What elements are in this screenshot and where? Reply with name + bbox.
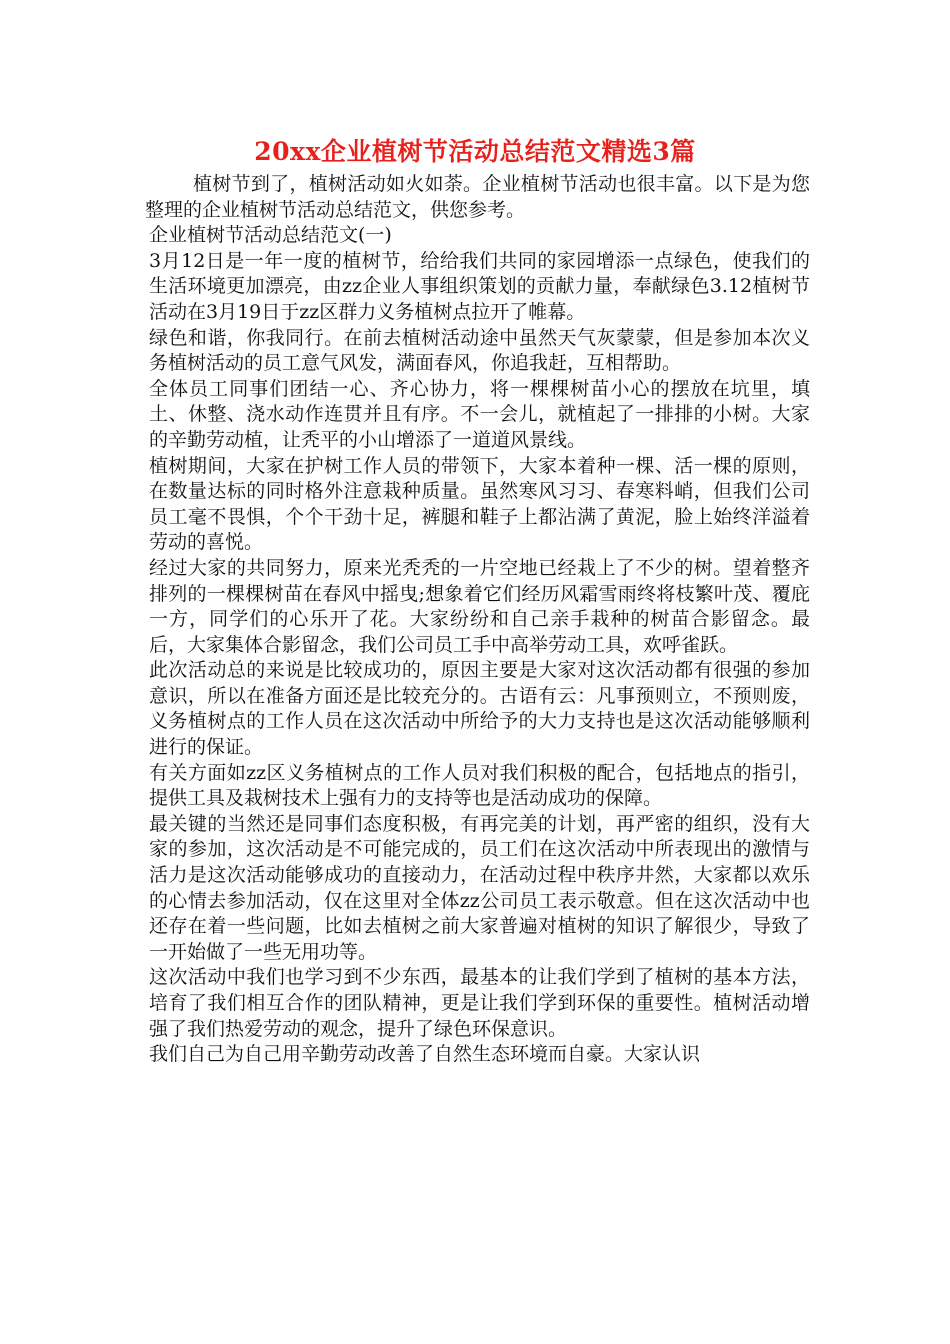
body-paragraph: 有关方面如zz区义务植树点的工作人员对我们积极的配合，包括地点的指引，提供工具及栽树技术上强有力的支持等也是活动成功的保障。 (149, 761, 810, 810)
body-paragraph: 最关键的当然还是同事们态度积极，有再完美的计划，再严密的组织，没有大家的参加，这次活动是不可能完成的，员工们在这次活动中所表现出的激情与活力是这次活动能够成功的直接动力，在活动过程中秩序井然，大家都以欢乐的心情去参加活动，仅在这里对全体zz公司员工表示敬意。但在这次活动中也还存在着一些问题，比如去植树之前大家普遍对植树的知识了解很少，导致了一开始做了一些无用功等。 (149, 812, 810, 963)
body-paragraph: 经过大家的共同努力，原来光秃秃的一片空地已经栽上了不少的树。望着整齐排列的一棵棵树苗在春风中摇曳;想象着它们经历风霜雪雨终将枝繁叶茂、覆庇一方，同学们的心乐开了花。大家纷纷和自己亲手栽种的树苗合影留念。最后，大家集体合影留念，我们公司员工手中高举劳动工具，欢呼雀跃。 (149, 556, 810, 656)
intro-paragraph: 植树节到了，植树活动如火如荼。企业植树节活动也很丰富。以下是为您整理的企业植树节活动总结范文，供您参考。 (145, 173, 810, 221)
body-paragraph: 绿色和谐，你我同行。在前去植树活动途中虽然天气灰蒙蒙，但是参加本次义务植树活动的员工意气风发，满面春风，你追我赶，互相帮助。 (149, 326, 810, 375)
body-paragraph: 3月12日是一年一度的植树节，给给我们共同的家园增添一点绿色，使我们的生活环境更加漂亮，由zz企业人事组织策划的贡献力量，奉献绿色3.12植树节活动在3月19日于zz区群力义务植树点拉开了帷幕。 (149, 249, 810, 323)
document-title: 20xx企业植树节活动总结范文精选3篇 (254, 137, 696, 166)
document-body (145, 172, 810, 1068)
section-heading: 企业植树节活动总结范文(一) (149, 224, 392, 247)
body-paragraph: 我们自己为自己用辛勤劳动改善了自然生态环境而自豪。大家认识 (149, 1043, 701, 1066)
body-paragraph: 植树期间，大家在护树工作人员的带领下，大家本着种一棵、活一棵的原则，在数量达标的同时格外注意栽种质量。虽然寒风习习、春寒料峭，但我们公司员工毫不畏惧，个个干劲十足，裤腿和鞋子上都沾满了黄泥，脸上始终洋溢着劳动的喜悦。 (149, 454, 810, 554)
body-paragraph: 这次活动中我们也学习到不少东西，最基本的让我们学到了植树的基本方法，培育了我们相互合作的团队精神，更是让我们学到环保的重要性。植树活动增强了我们热爱劳动的观念，提升了绿色环保意识。 (149, 966, 810, 1040)
body-paragraph: 全体员工同事们团结一心、齐心协力，将一棵棵树苗小心的摆放在坑里，填土、休整、浇水动作连贯并且有序。不一会儿，就植起了一排排的小树。大家的辛勤劳动植，让秃平的小山增添了一道道风景线。 (149, 377, 810, 451)
body-paragraph: 此次活动总的来说是比较成功的，原因主要是大家对这次活动都有很强的参加意识，所以在准备方面还是比较充分的。古语有云：凡事预则立，不预则废，义务植树点的工作人员在这次活动中所给予的大力支持也是这次活动能够顺利进行的保证。 (149, 659, 810, 759)
